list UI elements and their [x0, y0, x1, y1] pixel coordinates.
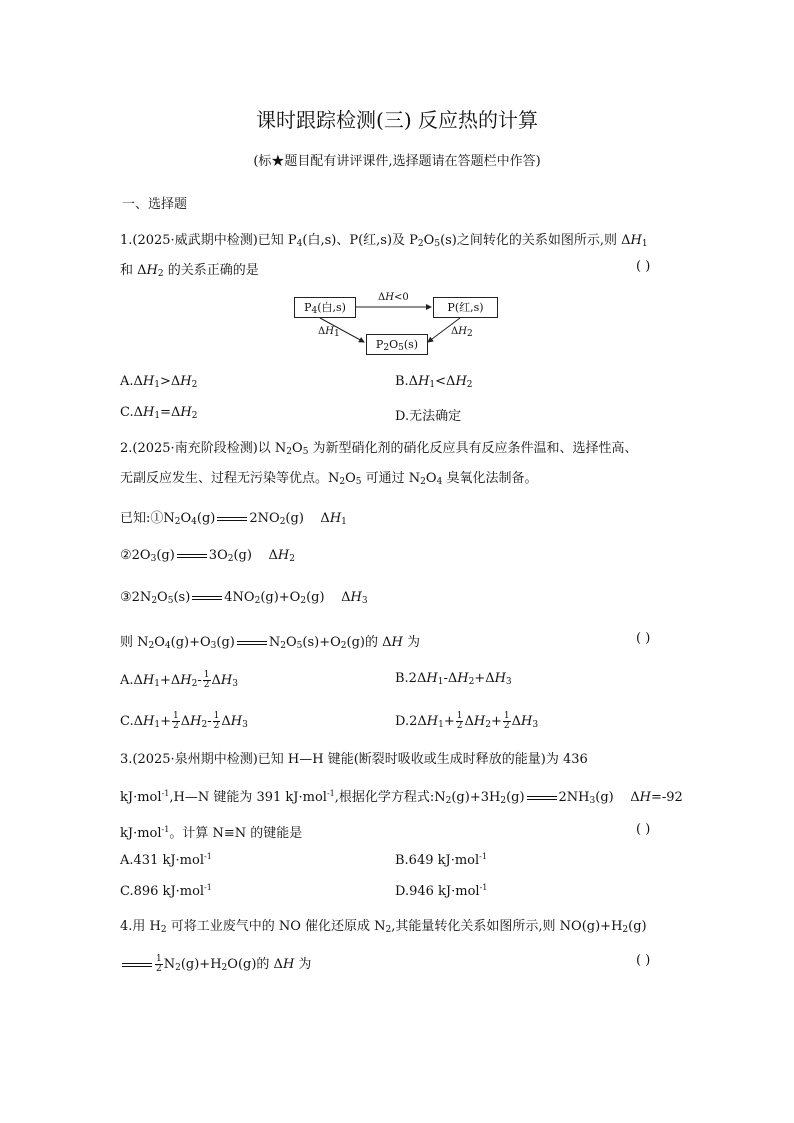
q1-line1: 1.(2025·威武期中检测)已知 $P_4$(白,s)、P(红,s)及 $P_2O_5(s)$之间转化的关系如图所示,则 $\Delta H_1$ — [120, 233, 648, 249]
q3-option-a: A.431 kJ·mol$^{-1}$ — [120, 852, 212, 868]
q2-option-a: $A.\Delta H_1+\Delta H_2-$ $\frac{1}{2}$ $\Delta H_3$ — [120, 670, 238, 690]
q1-option-b: $B.\Delta H_1<\Delta H_2$ — [395, 374, 473, 390]
page-title: 课时跟踪检测(三) 反应热的计算 — [256, 108, 538, 132]
answer-paren: ( ) — [636, 953, 651, 968]
box-p2o5: $P_2O_5(s)$ — [366, 334, 428, 355]
q2-eq2: $②2O_3(g)$ $3O_2(g)$ $\Delta H_2$ — [120, 548, 295, 564]
q1-option-a: $A.\Delta H_1>\Delta H_2$ — [120, 374, 198, 390]
energy-diagram — [294, 294, 500, 356]
label-top-arrow: ΔH<0 — [378, 292, 409, 303]
q3-line3: kJ·mol$^{-1}$。计算 N≡N 的键能是 — [120, 825, 303, 841]
q2-eq3: $③2N_2O_5(s)$ $4NO_2(g)+O_2(g)$ $\Delta H_3$ — [120, 590, 368, 606]
q2-line2: 无副反应发生、过程无污染等优点。$N_2O_5$ 可通过 $N_2O_4$ 臭氧化法制备。 — [120, 471, 538, 487]
q1-option-d: D.无法确定 — [395, 409, 462, 424]
page-subtitle: (标★题目配有讲评课件,选择题请在答题栏中作答) — [253, 154, 541, 169]
answer-paren: ( ) — [636, 822, 651, 837]
q4-line2: $\frac{1}{2}$ $N_2(g)+H_2O(g)$的 ΔH 为 — [120, 953, 311, 974]
q3-line2: kJ·mol$^{-1}$,H—N 键能为 391 kJ·mol$^{-1}$,根据化学方程式$:N_2(g)+3H_2(g)$ $2NH_3(g)$ ΔH=-92 — [120, 789, 683, 806]
q2-option-c: $C.\Delta H_1+$ $\frac{1}{2}$ $\Delta H_2-$ $\frac{1}{2}$ $\Delta H_3$ — [120, 711, 248, 731]
label-dh2: $\Delta H_2$ — [451, 326, 473, 339]
q2-option-b: $B.2\Delta H_1-\Delta H_2+\Delta H_3$ — [395, 671, 512, 687]
q4-line1: 4.用 $H_2$ 可将工业废气中的 NO 催化还原成 $N_2$,其能量转化关系如图所示,则 $NO(g)+H_2(g)$ — [120, 919, 647, 935]
q3-option-b: B.649 kJ·mol$^{-1}$ — [395, 852, 487, 868]
label-dh1: $\Delta H_1$ — [318, 326, 340, 339]
q1-option-c: $C.\Delta H_1=\Delta H_2$ — [120, 405, 198, 421]
q2-option-d: $D.2\Delta H_1+$ $\frac{1}{2}$ $\Delta H_2+$ $\frac{1}{2}$ $\Delta H_3$ — [395, 711, 539, 731]
q2-line1: 2.(2025·南充阶段检测)以 $N_2O_5$ 为新型硝化剂的硝化反应具有反应条件温和、选择性高、 — [120, 441, 638, 457]
answer-paren: ( ) — [636, 631, 651, 646]
q2-ask: 则 $N_2O_4(g)+O_3(g)$ $N_2O_5(s)+O_2(g)$的 ΔH 为 — [120, 635, 420, 651]
q2-eq1: 已知$:①N_2O_4(g)$ $2NO_2(g)$ $\Delta H_1$ — [120, 511, 347, 527]
q3-line1: 3.(2025·泉州期中检测)已知 H—H 键能(断裂时吸收或生成时释放的能量)为 436 — [120, 752, 588, 767]
q3-option-d: D.946 kJ·mol$^{-1}$ — [395, 883, 488, 899]
section-heading: 一、选择题 — [122, 197, 188, 212]
answer-paren: ( ) — [636, 259, 651, 274]
box-p-red: P(红,s) — [433, 297, 498, 318]
box-p4-white: $P_4$(白,s) — [294, 297, 356, 318]
q3-option-c: C.896 kJ·mol$^{-1}$ — [120, 883, 212, 899]
q1-line2: 和 $\Delta H_2$ 的关系正确的是 — [120, 263, 259, 279]
